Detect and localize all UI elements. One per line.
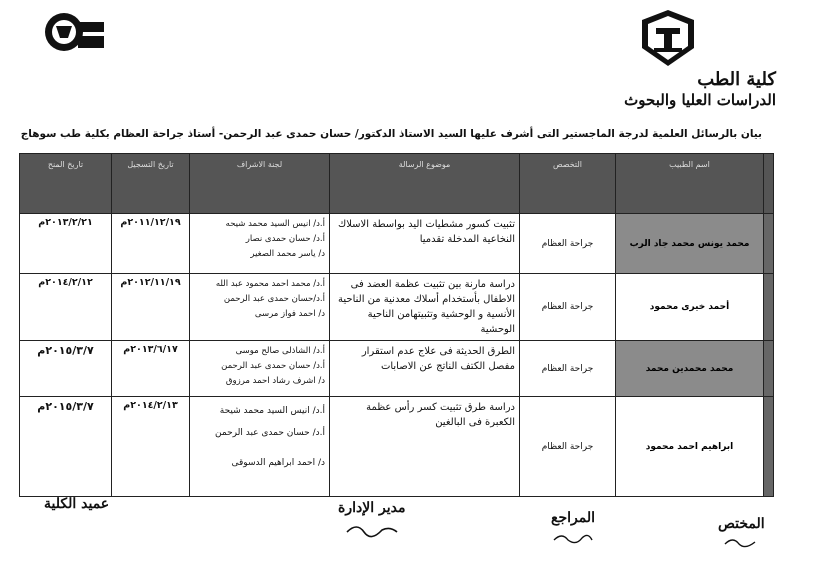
header-line1: كلية الطب bbox=[697, 69, 776, 90]
faculty-header bbox=[624, 70, 776, 110]
signature-admin-manager bbox=[338, 500, 405, 540]
header-specialty: التخصص bbox=[520, 154, 616, 214]
specialty: جراحة العظام bbox=[520, 341, 616, 397]
dean-label: عميد الكلية bbox=[44, 496, 110, 512]
supervisor: أ.د/ انيس السيد محمد شيحه bbox=[225, 219, 325, 229]
specialist-label: المختص bbox=[718, 516, 765, 532]
reviewer-label: المراجع bbox=[551, 510, 595, 526]
row-index-cell bbox=[764, 274, 774, 341]
table-row bbox=[20, 274, 774, 341]
row-index-cell bbox=[764, 214, 774, 274]
supervisor: أ.د/ حسان حمدى نصار bbox=[245, 234, 325, 244]
student-name: ابراهيم احمد محمود bbox=[616, 397, 764, 497]
specialty: جراحة العظام bbox=[520, 274, 616, 341]
supervisor: د/ احمد ابراهيم الدسوقى bbox=[231, 458, 325, 468]
supervisors bbox=[190, 341, 330, 397]
registration-date: ٢٠١٣/٦/١٧م bbox=[112, 341, 190, 397]
supervisor: أ.د/ انيس السيد محمد شيحة bbox=[219, 406, 325, 416]
supervisor: أ.د/حسان حمدى عبد الرحمن bbox=[223, 294, 325, 304]
table-row bbox=[20, 214, 774, 274]
header-supervisors: لجنة الاشراف bbox=[190, 154, 330, 214]
supervisors bbox=[190, 397, 330, 497]
header-line2: الدراسات العليا والبحوث bbox=[624, 91, 776, 109]
table-row bbox=[20, 397, 774, 497]
specialty: جراحة العظام bbox=[520, 397, 616, 497]
signature-reviewer bbox=[548, 510, 598, 548]
grant-date: ٢٠١٣/٢/٢١م bbox=[20, 214, 112, 274]
row-index-cell bbox=[764, 341, 774, 397]
registration-date: ٢٠١١/١٢/١٩م bbox=[112, 214, 190, 274]
header-index bbox=[764, 154, 774, 214]
student-name: محمد يونس محمد جاد الرب bbox=[616, 214, 764, 274]
thesis-topic: تثبيت كسور مشطيات اليد بواسطة الاسلاك النخاعية المدخلة تقدميا bbox=[330, 214, 520, 274]
signature-dean bbox=[44, 496, 109, 512]
grant-date: ٢٠١٥/٣/٧م bbox=[20, 397, 112, 497]
document-title: بيان بالرسائل العلمية لدرجة الماجستير التى أشرف عليها السيد الاستاذ الدكتور/ حسان حمدى عبد الرحمن- أستاذ جراحة العظام بكلية طب سوهاج bbox=[20, 128, 762, 140]
header-reg-date: تاريخ التسجيل bbox=[112, 154, 190, 214]
signature-specialist bbox=[718, 516, 765, 552]
thesis-topic: دراسة مارنة بين تثبيت عظمة العضد فى الاطفال بأستخدام أسلاك معدنية من الناحية الأنسية و الوحشية وتثبيتهامن الناحية الوحشية bbox=[330, 274, 520, 341]
theses-table bbox=[19, 153, 774, 497]
header-grant-date: تاريخ المنح bbox=[20, 154, 112, 214]
supervisor: أ.د/ حسان حمدى عبد الرحمن bbox=[221, 361, 325, 371]
grant-date: ٢٠١٤/٢/١٢م bbox=[20, 274, 112, 341]
header-name: اسم الطبيب bbox=[616, 154, 764, 214]
supervisors bbox=[190, 274, 330, 341]
table-header-row bbox=[20, 154, 774, 214]
handwritten-signature bbox=[721, 534, 761, 552]
registration-date: ٢٠١٢/١١/١٩م bbox=[112, 274, 190, 341]
handwritten-signature bbox=[548, 528, 598, 548]
supervisor: د/ اشرف رشاد احمد مرزوق bbox=[225, 376, 325, 386]
faculty-logo bbox=[38, 8, 106, 58]
handwritten-signature bbox=[342, 518, 402, 540]
header-topic: موضوع الرسالة bbox=[330, 154, 520, 214]
grant-date: ٢٠١٥/٣/٧م bbox=[20, 341, 112, 397]
university-logo bbox=[636, 8, 700, 68]
specialty: جراحة العظام bbox=[520, 214, 616, 274]
registration-date: ٢٠١٤/٢/١٣م bbox=[112, 397, 190, 497]
student-name: أحمد خيرى محمود bbox=[616, 274, 764, 341]
supervisor: أ.د/ حسان حمدى عبد الرحمن bbox=[215, 428, 325, 438]
supervisor: د/ ياسر محمد الصغير bbox=[250, 249, 325, 259]
supervisor: أ.د/ الشاذلى صالح موسى bbox=[235, 346, 325, 356]
supervisor: أ.د/ محمد احمد محمود عبد الله bbox=[215, 279, 325, 289]
admin-manager-label: مدير الإدارة bbox=[338, 500, 406, 516]
supervisor: د/ احمد فواز مرسى bbox=[254, 309, 325, 319]
thesis-topic: الطرق الحديثة فى علاج عدم استقرار مفصل الكتف الناتج عن الاصابات bbox=[330, 341, 520, 397]
table-row bbox=[20, 341, 774, 397]
supervisors bbox=[190, 214, 330, 274]
row-index-cell bbox=[764, 397, 774, 497]
thesis-topic: دراسة طرق تثبيت كسر رأس عظمة الكعبرة فى البالغين bbox=[330, 397, 520, 497]
student-name: محمد محمدين محمد bbox=[616, 341, 764, 397]
theses-table-container bbox=[20, 153, 774, 491]
